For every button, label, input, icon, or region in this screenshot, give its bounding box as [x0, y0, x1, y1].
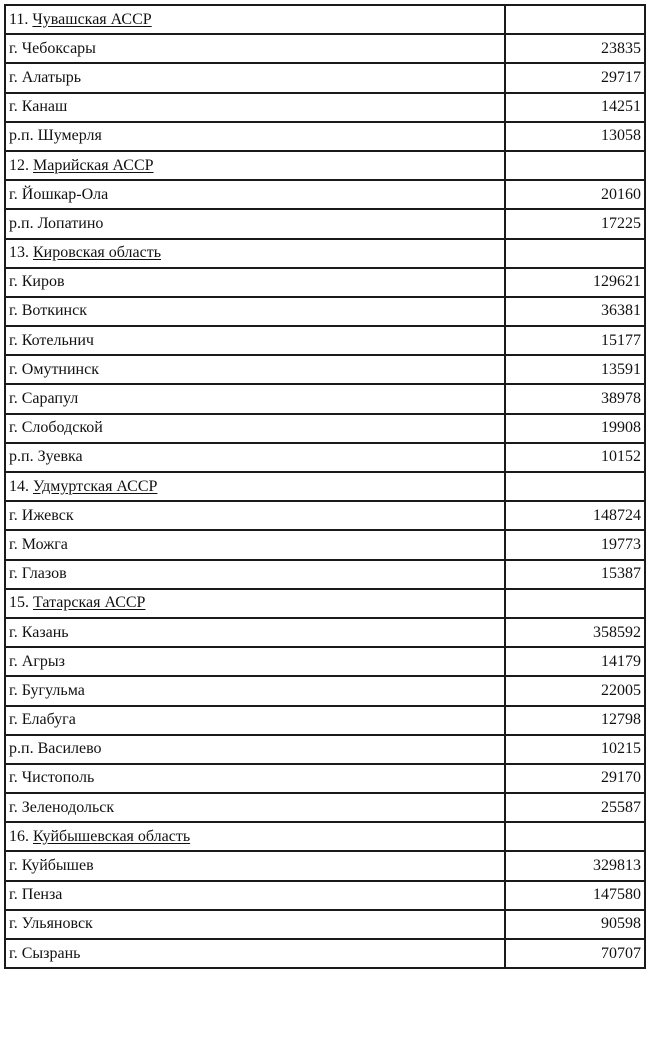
table-row — [5, 122, 645, 151]
settlement-name: г. Зеленодольск — [5, 793, 505, 822]
settlement-value: 13591 — [505, 355, 645, 384]
settlement-name: г. Омутнинск — [5, 355, 505, 384]
table-row — [5, 910, 645, 939]
settlement-value: 29170 — [505, 764, 645, 793]
region-header-value-cell — [505, 472, 645, 501]
settlement-name: г. Казань — [5, 618, 505, 647]
region-header-cell — [5, 151, 505, 180]
settlement-name: г. Сызрань — [5, 939, 505, 968]
region-name: Удмуртская АССР — [33, 477, 158, 495]
settlement-value: 358592 — [505, 618, 645, 647]
settlement-value: 15177 — [505, 326, 645, 355]
table-row — [5, 34, 645, 63]
settlement-name: г. Глазов — [5, 560, 505, 589]
region-header-row — [5, 589, 645, 618]
settlement-name: г. Киров — [5, 268, 505, 297]
settlement-name: г. Йошкар-Ола — [5, 180, 505, 209]
city-population-table — [4, 4, 646, 969]
region-number: 16. — [9, 827, 29, 845]
table-row — [5, 297, 645, 326]
region-header-row — [5, 239, 645, 268]
settlement-name: р.п. Лопатино — [5, 209, 505, 238]
settlement-value: 10215 — [505, 735, 645, 764]
region-header-value-cell — [505, 5, 645, 34]
table-row — [5, 764, 645, 793]
document-page — [4, 4, 644, 969]
settlement-name: г. Куйбышев — [5, 851, 505, 880]
settlement-name: г. Слободской — [5, 414, 505, 443]
table-row — [5, 93, 645, 122]
settlement-value: 12798 — [505, 706, 645, 735]
region-number: 14. — [9, 477, 29, 495]
settlement-name: г. Ульяновск — [5, 910, 505, 939]
settlement-value: 23835 — [505, 34, 645, 63]
table-body — [5, 5, 645, 968]
settlement-value: 10152 — [505, 443, 645, 472]
table-row — [5, 501, 645, 530]
table-row — [5, 560, 645, 589]
settlement-value: 36381 — [505, 297, 645, 326]
region-header-cell — [5, 589, 505, 618]
region-number: 11. — [9, 10, 29, 28]
table-row — [5, 676, 645, 705]
settlement-name: г. Сарапул — [5, 384, 505, 413]
region-header-cell — [5, 472, 505, 501]
table-row — [5, 63, 645, 92]
settlement-value: 29717 — [505, 63, 645, 92]
table-row — [5, 881, 645, 910]
settlement-name: г. Котельнич — [5, 326, 505, 355]
region-header-row — [5, 472, 645, 501]
region-header-value-cell — [505, 151, 645, 180]
table-row — [5, 355, 645, 384]
settlement-name: г. Бугульма — [5, 676, 505, 705]
settlement-value: 13058 — [505, 122, 645, 151]
settlement-name: г. Чебоксары — [5, 34, 505, 63]
settlement-value: 25587 — [505, 793, 645, 822]
region-number: 13. — [9, 244, 29, 262]
settlement-value: 17225 — [505, 209, 645, 238]
region-name: Кировская область — [33, 244, 162, 262]
region-number: 15. — [9, 594, 29, 612]
table-row — [5, 443, 645, 472]
settlement-value: 90598 — [505, 910, 645, 939]
settlement-value: 20160 — [505, 180, 645, 209]
table-row — [5, 326, 645, 355]
table-row — [5, 384, 645, 413]
region-header-row — [5, 151, 645, 180]
table-row — [5, 793, 645, 822]
settlement-value: 38978 — [505, 384, 645, 413]
settlement-value: 14251 — [505, 93, 645, 122]
region-header-row — [5, 822, 645, 851]
settlement-name: г. Елабуга — [5, 706, 505, 735]
table-row — [5, 618, 645, 647]
table-row — [5, 735, 645, 764]
settlement-name: г. Алатырь — [5, 63, 505, 92]
settlement-name: г. Канаш — [5, 93, 505, 122]
table-row — [5, 530, 645, 559]
region-header-cell — [5, 239, 505, 268]
settlement-name: г. Чистополь — [5, 764, 505, 793]
table-row — [5, 180, 645, 209]
settlement-name: г. Агрыз — [5, 647, 505, 676]
table-row — [5, 414, 645, 443]
settlement-value: 22005 — [505, 676, 645, 705]
settlement-value: 70707 — [505, 939, 645, 968]
settlement-name: г. Ижевск — [5, 501, 505, 530]
region-header-value-cell — [505, 822, 645, 851]
table-row — [5, 851, 645, 880]
settlement-name: р.п. Шумерля — [5, 122, 505, 151]
settlement-value: 19908 — [505, 414, 645, 443]
settlement-name: р.п. Василево — [5, 735, 505, 764]
settlement-name: г. Можга — [5, 530, 505, 559]
settlement-value: 14179 — [505, 647, 645, 676]
region-name: Марийская АССР — [33, 156, 154, 174]
table-row — [5, 268, 645, 297]
region-header-cell — [5, 5, 505, 34]
settlement-name: р.п. Зуевка — [5, 443, 505, 472]
settlement-value: 329813 — [505, 851, 645, 880]
settlement-value: 19773 — [505, 530, 645, 559]
region-name: Татарская АССР — [33, 594, 146, 612]
table-row — [5, 706, 645, 735]
region-header-value-cell — [505, 239, 645, 268]
region-header-value-cell — [505, 589, 645, 618]
table-row — [5, 647, 645, 676]
region-name: Чувашская АССР — [32, 10, 152, 28]
settlement-name: г. Воткинск — [5, 297, 505, 326]
region-name: Куйбышевская область — [33, 827, 191, 845]
region-number: 12. — [9, 156, 29, 174]
settlement-value: 129621 — [505, 268, 645, 297]
settlement-value: 15387 — [505, 560, 645, 589]
settlement-value: 148724 — [505, 501, 645, 530]
settlement-value: 147580 — [505, 881, 645, 910]
table-row — [5, 939, 645, 968]
settlement-name: г. Пенза — [5, 881, 505, 910]
region-header-cell — [5, 822, 505, 851]
table-row — [5, 209, 645, 238]
region-header-row — [5, 5, 645, 34]
